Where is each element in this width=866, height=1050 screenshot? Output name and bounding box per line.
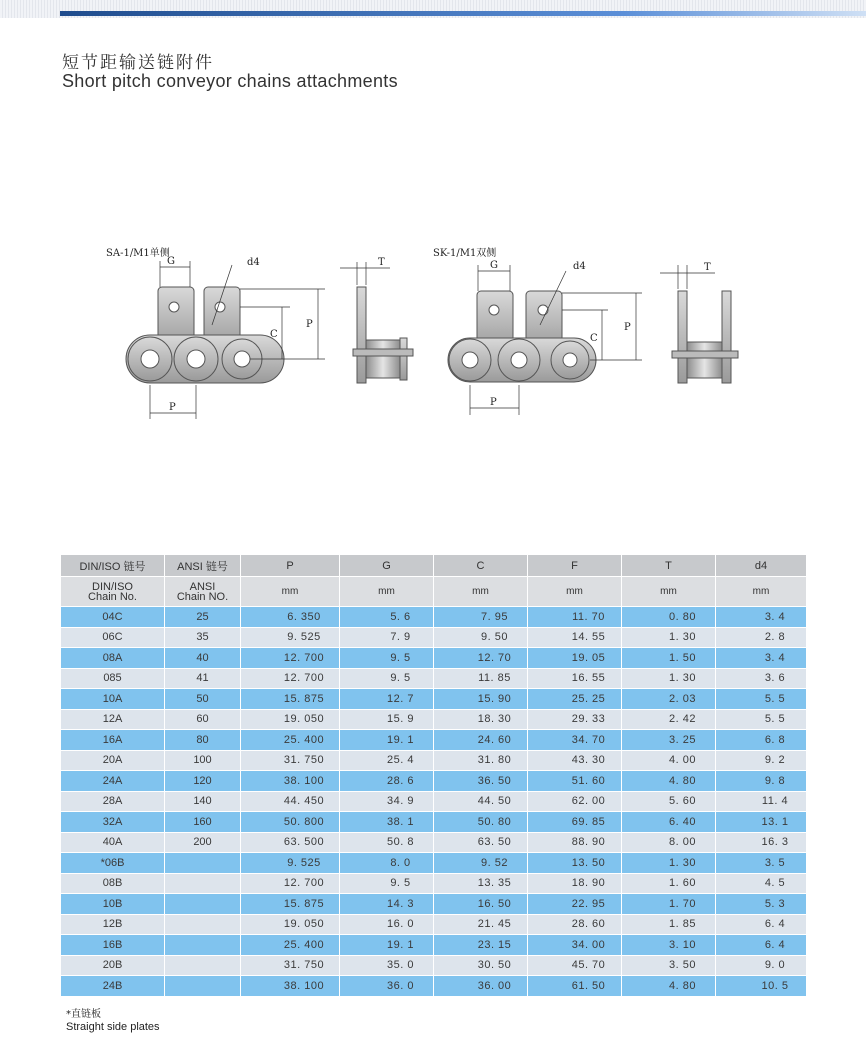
- table-cell: 61. 50: [528, 976, 622, 997]
- table-cell: 08A: [61, 648, 165, 669]
- table-cell: 80: [165, 730, 241, 751]
- table-cell: [165, 873, 241, 894]
- table-cell: 63. 50: [434, 832, 528, 853]
- table-row: [61, 894, 807, 915]
- table-cell: 2. 8: [716, 627, 807, 648]
- table-cell: 36. 00: [434, 976, 528, 997]
- table-cell: 24B: [61, 976, 165, 997]
- sa1-front-view: [106, 246, 325, 419]
- table-cell: [165, 914, 241, 935]
- table-row: [61, 812, 807, 833]
- table-cell: 69. 85: [528, 812, 622, 833]
- table-cell: 38. 100: [241, 771, 340, 792]
- dim-p-label: P: [169, 402, 176, 413]
- table-cell: 120: [165, 771, 241, 792]
- table-cell: 19. 050: [241, 709, 340, 730]
- table-cell: 14. 3: [340, 894, 434, 915]
- table-cell: 50. 800: [241, 812, 340, 833]
- table-cell: 2. 42: [622, 709, 716, 730]
- table-cell: 1. 30: [622, 853, 716, 874]
- table-header-row: [61, 555, 807, 577]
- col-d4: d4: [716, 555, 807, 577]
- table-cell: 30. 50: [434, 955, 528, 976]
- dim-c-label-right: C: [590, 333, 598, 344]
- table-cell: 35. 0: [340, 955, 434, 976]
- table-row: [61, 689, 807, 710]
- table-cell: 12. 7: [340, 689, 434, 710]
- unit-t: mm: [622, 577, 716, 607]
- dim-g-label-right: G: [490, 260, 498, 271]
- sk1-side-view: [660, 262, 738, 383]
- table-cell: 38. 1: [340, 812, 434, 833]
- dim-p-label-vertical: P: [306, 319, 313, 330]
- table-cell: 9. 5: [340, 648, 434, 669]
- table-cell: [165, 894, 241, 915]
- table-cell: 12. 700: [241, 648, 340, 669]
- table-cell: 50: [165, 689, 241, 710]
- table-cell: 12. 700: [241, 873, 340, 894]
- col-t: T: [622, 555, 716, 577]
- table-cell: 25. 4: [340, 750, 434, 771]
- table-row: [61, 607, 807, 628]
- table-cell: 60: [165, 709, 241, 730]
- table-cell: 24. 60: [434, 730, 528, 751]
- table-cell: 15. 90: [434, 689, 528, 710]
- table-cell: 19. 1: [340, 935, 434, 956]
- table-cell: 5. 60: [622, 791, 716, 812]
- unit-g: mm: [340, 577, 434, 607]
- col-din-iso-en: DIN/ISO Chain No.: [61, 577, 165, 607]
- table-cell: 12. 700: [241, 668, 340, 689]
- table-cell: 5. 5: [716, 709, 807, 730]
- table-cell: 12A: [61, 709, 165, 730]
- table-row: [61, 648, 807, 669]
- table-cell: 11. 85: [434, 668, 528, 689]
- dim-d4-label-right: d4: [573, 261, 586, 272]
- col-f: F: [528, 555, 622, 577]
- table-row: [61, 873, 807, 894]
- table-cell: 4. 5: [716, 873, 807, 894]
- table-cell: 13. 50: [528, 853, 622, 874]
- table-cell: 34. 70: [528, 730, 622, 751]
- table-cell: 9. 2: [716, 750, 807, 771]
- table-cell: 88. 90: [528, 832, 622, 853]
- table-cell: 45. 70: [528, 955, 622, 976]
- table-cell: 1. 30: [622, 668, 716, 689]
- table-cell: 6. 8: [716, 730, 807, 751]
- unit-f: mm: [528, 577, 622, 607]
- table-cell: 3. 25: [622, 730, 716, 751]
- col-g: G: [340, 555, 434, 577]
- table-cell: 19. 1: [340, 730, 434, 751]
- unit-p: mm: [241, 577, 340, 607]
- table-cell: 9. 0: [716, 955, 807, 976]
- table-cell: 15. 875: [241, 689, 340, 710]
- table-cell: 10A: [61, 689, 165, 710]
- table-cell: 14. 55: [528, 627, 622, 648]
- table-row: [61, 668, 807, 689]
- table-cell: 12. 70: [434, 648, 528, 669]
- table-cell: 3. 4: [716, 648, 807, 669]
- table-cell: 6. 40: [622, 812, 716, 833]
- table-cell: 10. 5: [716, 976, 807, 997]
- dim-g-label: G: [167, 256, 175, 267]
- table-cell: 31. 750: [241, 955, 340, 976]
- table-cell: 35: [165, 627, 241, 648]
- table-cell: 25. 400: [241, 935, 340, 956]
- table-cell: 16. 50: [434, 894, 528, 915]
- table-cell: 6. 350: [241, 607, 340, 628]
- table-cell: 20B: [61, 955, 165, 976]
- table-cell: 31. 80: [434, 750, 528, 771]
- table-cell: [165, 935, 241, 956]
- table-cell: 16. 3: [716, 832, 807, 853]
- table-cell: 15. 875: [241, 894, 340, 915]
- table-cell: 13. 1: [716, 812, 807, 833]
- table-cell: 36. 0: [340, 976, 434, 997]
- table-cell: 50. 8: [340, 832, 434, 853]
- table-cell: 41: [165, 668, 241, 689]
- top-accent-stripe: [60, 11, 866, 16]
- sa1-side-view: [340, 257, 413, 383]
- table-cell: 6. 4: [716, 935, 807, 956]
- col-c: C: [434, 555, 528, 577]
- table-row: [61, 627, 807, 648]
- table-cell: 12B: [61, 914, 165, 935]
- table-cell: *06B: [61, 853, 165, 874]
- table-cell: 34. 00: [528, 935, 622, 956]
- table-cell: 7. 9: [340, 627, 434, 648]
- table-cell: 9. 525: [241, 853, 340, 874]
- table-cell: [165, 853, 241, 874]
- table-cell: 8. 0: [340, 853, 434, 874]
- table-cell: 100: [165, 750, 241, 771]
- dim-c-label: C: [270, 329, 278, 340]
- table-cell: 5. 5: [716, 689, 807, 710]
- table-row: [61, 955, 807, 976]
- table-cell: 20A: [61, 750, 165, 771]
- table-cell: 44. 50: [434, 791, 528, 812]
- table-cell: 2. 03: [622, 689, 716, 710]
- table-cell: 28A: [61, 791, 165, 812]
- table-cell: 140: [165, 791, 241, 812]
- dim-t-label-right: T: [704, 262, 711, 273]
- table-subheader-row: [61, 577, 807, 607]
- table-row: [61, 730, 807, 751]
- table-cell: 1. 85: [622, 914, 716, 935]
- col-ansi-en: ANSI Chain NO.: [165, 577, 241, 607]
- table-cell: 4. 00: [622, 750, 716, 771]
- footnote-text: Straight side plates: [66, 1021, 160, 1033]
- sa1-label: SA-1/M1单侧: [106, 248, 170, 259]
- table-row: [61, 832, 807, 853]
- table-cell: 9. 5: [340, 873, 434, 894]
- table-cell: 5. 6: [340, 607, 434, 628]
- table-cell: 9. 50: [434, 627, 528, 648]
- table-cell: 9. 8: [716, 771, 807, 792]
- attachment-drawings: [0, 235, 866, 435]
- table-cell: 4. 80: [622, 976, 716, 997]
- table-cell: 08B: [61, 873, 165, 894]
- table-row: [61, 853, 807, 874]
- table-cell: 16A: [61, 730, 165, 751]
- table-cell: 0. 80: [622, 607, 716, 628]
- table-cell: 9. 5: [340, 668, 434, 689]
- table-cell: 16B: [61, 935, 165, 956]
- table-cell: 28. 60: [528, 914, 622, 935]
- table-cell: [165, 976, 241, 997]
- table-cell: 13. 35: [434, 873, 528, 894]
- page-title-english: Short pitch conveyor chains attachments: [62, 71, 398, 91]
- table-cell: 1. 50: [622, 648, 716, 669]
- table-row: [61, 935, 807, 956]
- table-row: [61, 750, 807, 771]
- sk1-front-view: [433, 246, 642, 415]
- table-cell: 32A: [61, 812, 165, 833]
- table-cell: 36. 50: [434, 771, 528, 792]
- table-cell: 8. 00: [622, 832, 716, 853]
- table-cell: 3. 10: [622, 935, 716, 956]
- table-cell: 9. 52: [434, 853, 528, 874]
- table-cell: 160: [165, 812, 241, 833]
- table-cell: 43. 30: [528, 750, 622, 771]
- table-cell: 06C: [61, 627, 165, 648]
- top-decorative-bar: [0, 0, 866, 18]
- chain-spec-table: [60, 554, 807, 997]
- table-cell: 5. 3: [716, 894, 807, 915]
- table-cell: 4. 80: [622, 771, 716, 792]
- table-cell: 63. 500: [241, 832, 340, 853]
- unit-c: mm: [434, 577, 528, 607]
- table-cell: 1. 60: [622, 873, 716, 894]
- table-cell: [165, 955, 241, 976]
- table-cell: 9. 525: [241, 627, 340, 648]
- table-cell: 40: [165, 648, 241, 669]
- table-cell: 29. 33: [528, 709, 622, 730]
- table-row: [61, 709, 807, 730]
- table-cell: 3. 4: [716, 607, 807, 628]
- footnote-mark: *直链板: [66, 1009, 101, 1020]
- table-cell: 10B: [61, 894, 165, 915]
- table-cell: 04C: [61, 607, 165, 628]
- table-cell: 21. 45: [434, 914, 528, 935]
- page-title-chinese: 短节距输送链附件: [62, 53, 214, 73]
- table-cell: 15. 9: [340, 709, 434, 730]
- table-row: [61, 791, 807, 812]
- table-cell: 25: [165, 607, 241, 628]
- table-cell: 44. 450: [241, 791, 340, 812]
- table-cell: 34. 9: [340, 791, 434, 812]
- col-ansi-cn: ANSI 链号: [165, 555, 241, 577]
- dim-t-label: T: [378, 257, 385, 268]
- table-cell: 1. 30: [622, 627, 716, 648]
- dim-p-label-right: P: [490, 397, 497, 408]
- table-cell: 31. 750: [241, 750, 340, 771]
- sk1-label: SK-1/M1双侧: [433, 248, 497, 259]
- table-cell: 19. 050: [241, 914, 340, 935]
- table-cell: 085: [61, 668, 165, 689]
- col-p: P: [241, 555, 340, 577]
- table-cell: 16. 55: [528, 668, 622, 689]
- table-cell: 51. 60: [528, 771, 622, 792]
- table-cell: 40A: [61, 832, 165, 853]
- dim-d4-label: d4: [247, 257, 260, 268]
- table-cell: 3. 6: [716, 668, 807, 689]
- table-cell: 16. 0: [340, 914, 434, 935]
- table-cell: 24A: [61, 771, 165, 792]
- table-row: [61, 914, 807, 935]
- table-cell: 19. 05: [528, 648, 622, 669]
- table-cell: 11. 4: [716, 791, 807, 812]
- table-cell: 18. 30: [434, 709, 528, 730]
- table-cell: 3. 5: [716, 853, 807, 874]
- table-cell: 3. 50: [622, 955, 716, 976]
- col-din-iso-cn: DIN/ISO 链号: [61, 555, 165, 577]
- table-cell: 200: [165, 832, 241, 853]
- table-cell: 62. 00: [528, 791, 622, 812]
- table-cell: 6. 4: [716, 914, 807, 935]
- table-cell: 22. 95: [528, 894, 622, 915]
- table-cell: 11. 70: [528, 607, 622, 628]
- table-cell: 25. 25: [528, 689, 622, 710]
- table-cell: 1. 70: [622, 894, 716, 915]
- table-cell: 18. 90: [528, 873, 622, 894]
- table-row: [61, 976, 807, 997]
- table-cell: 25. 400: [241, 730, 340, 751]
- table-cell: 38. 100: [241, 976, 340, 997]
- table-cell: 7. 95: [434, 607, 528, 628]
- table-cell: 50. 80: [434, 812, 528, 833]
- table-cell: 23. 15: [434, 935, 528, 956]
- unit-d4: mm: [716, 577, 807, 607]
- table-row: [61, 771, 807, 792]
- dim-p-label-vertical-right: P: [624, 322, 631, 333]
- table-cell: 28. 6: [340, 771, 434, 792]
